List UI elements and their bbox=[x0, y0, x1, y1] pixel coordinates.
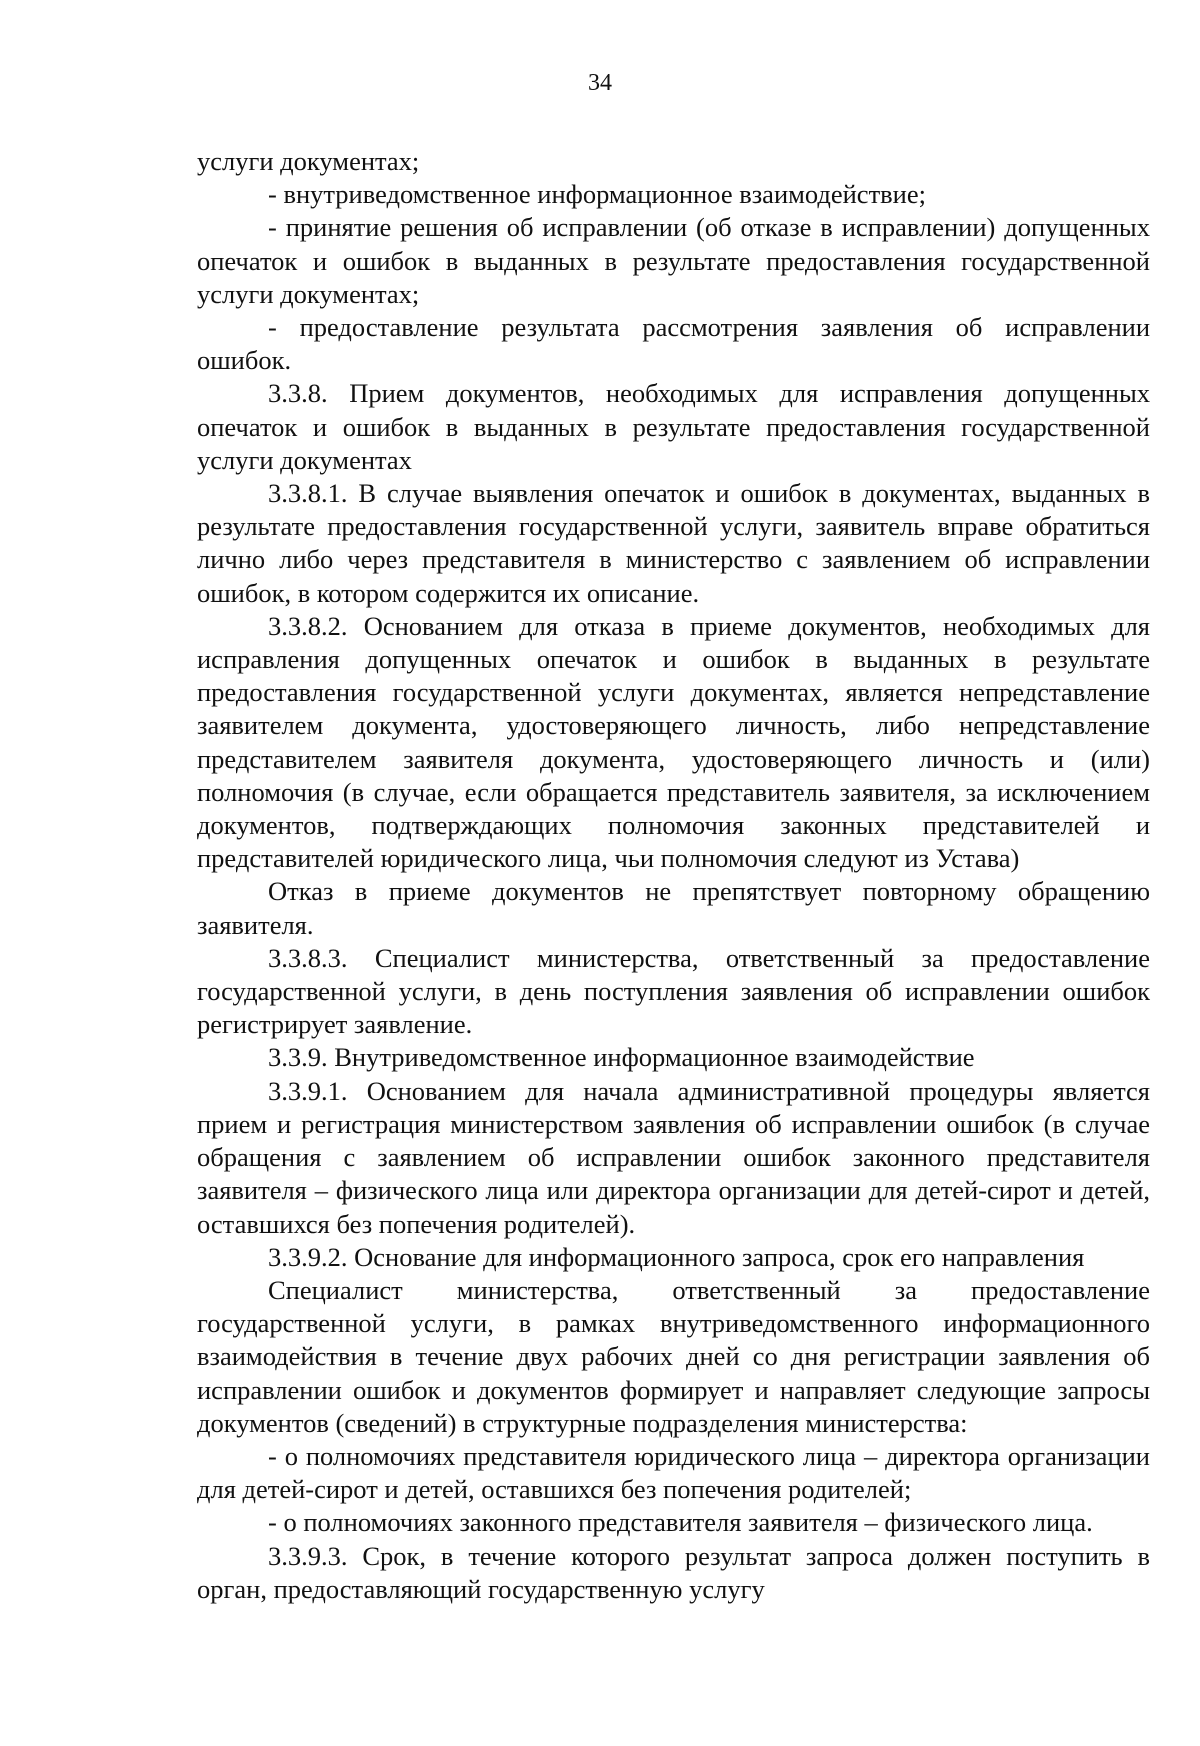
paragraph: Специалист министерства, ответственный за предоставление государственной услуги, в рамках внутриведомственного информационного взаимодействия в течение двух рабочих дней со дня регистрации заявления об исправлении ошибок и документов формирует и направляет следующие запросы документов (сведений) в структурные подразделения министерства: bbox=[197, 1274, 1150, 1438]
paragraph: Отказ в приеме документов не препятствует повторному обращению заявителя. bbox=[197, 876, 1150, 940]
paragraph-list-item: - о полномочиях законного представителя заявителя – физического лица. bbox=[268, 1507, 1093, 1538]
paragraph: 3.3.9.3. Срок, в течение которого результат запроса должен поступить в орган, предоставляющий государственную услугу bbox=[197, 1540, 1150, 1604]
paragraph: 3.3.9.1. Основанием для начала административной процедуры является прием и регистрация министерством заявления об исправлении ошибок (в случае обращения с заявлением об исправлении ошибок законного представителя заявителя – физического лица или директора организации для детей-сирот и детей, оставшихся без попечения родителей). bbox=[197, 1075, 1150, 1239]
paragraph-list-item: - о полномочиях представителя юридического лица – директора организации для детей-сирот и детей, оставшихся без попечения родителей; bbox=[197, 1440, 1150, 1505]
paragraph-section-heading: 3.3.8. Прием документов, необходимых для исправления допущенных опечаток и ошибок в выданных в результате предоставления государственной услуги документах bbox=[197, 378, 1150, 475]
paragraph: 3.3.8.1. В случае выявления опечаток и ошибок в документах, выданных в результате предоставления государственной услуги, заявитель вправе обратиться лично либо через представителя в министерство с заявлением об исправлении ошибок, в котором содержится их описание. bbox=[197, 478, 1150, 608]
paragraph-continuation: услуги документах; bbox=[197, 146, 420, 176]
paragraph-list-item: - принятие решения об исправлении (об отказе в исправлении) допущенных опечаток и ошибок в выданных в результате предоставления государственной услуги документах; bbox=[197, 212, 1150, 309]
paragraph: 3.3.8.2. Основанием для отказа в приеме документов, необходимых для исправления допущенных опечаток и ошибок в выданных в результате предоставления государственной услуги документах, является непредставление заявителем документа, удостоверяющего личность, либо непредставление представителем заявителя документа, удостоверяющего личность и (или) полномочия (в случае, если обращается представитель заявителя, за исключением документов, подтверждающих полномочия законных представителей и представителей юридического лица, чьи полномочия следуют из Устава) bbox=[197, 610, 1150, 874]
paragraph-list-item: - внутриведомственное информационное взаимодействие; bbox=[268, 179, 926, 210]
paragraph: 3.3.8.3. Специалист министерства, ответственный за предоставление государственной услуги, в день поступления заявления об исправлении ошибок регистрирует заявление. bbox=[197, 942, 1150, 1040]
page-number: 34 bbox=[588, 70, 612, 96]
paragraph-section-heading: 3.3.9. Внутриведомственное информационное взаимодействие bbox=[268, 1042, 975, 1073]
paragraph-subsection-heading: 3.3.9.2. Основание для информационного запроса, срок его направления bbox=[268, 1241, 1085, 1272]
paragraph-list-item: - предоставление результата рассмотрения заявления об исправлении ошибок. bbox=[197, 312, 1150, 376]
document-body bbox=[197, 145, 1150, 1606]
